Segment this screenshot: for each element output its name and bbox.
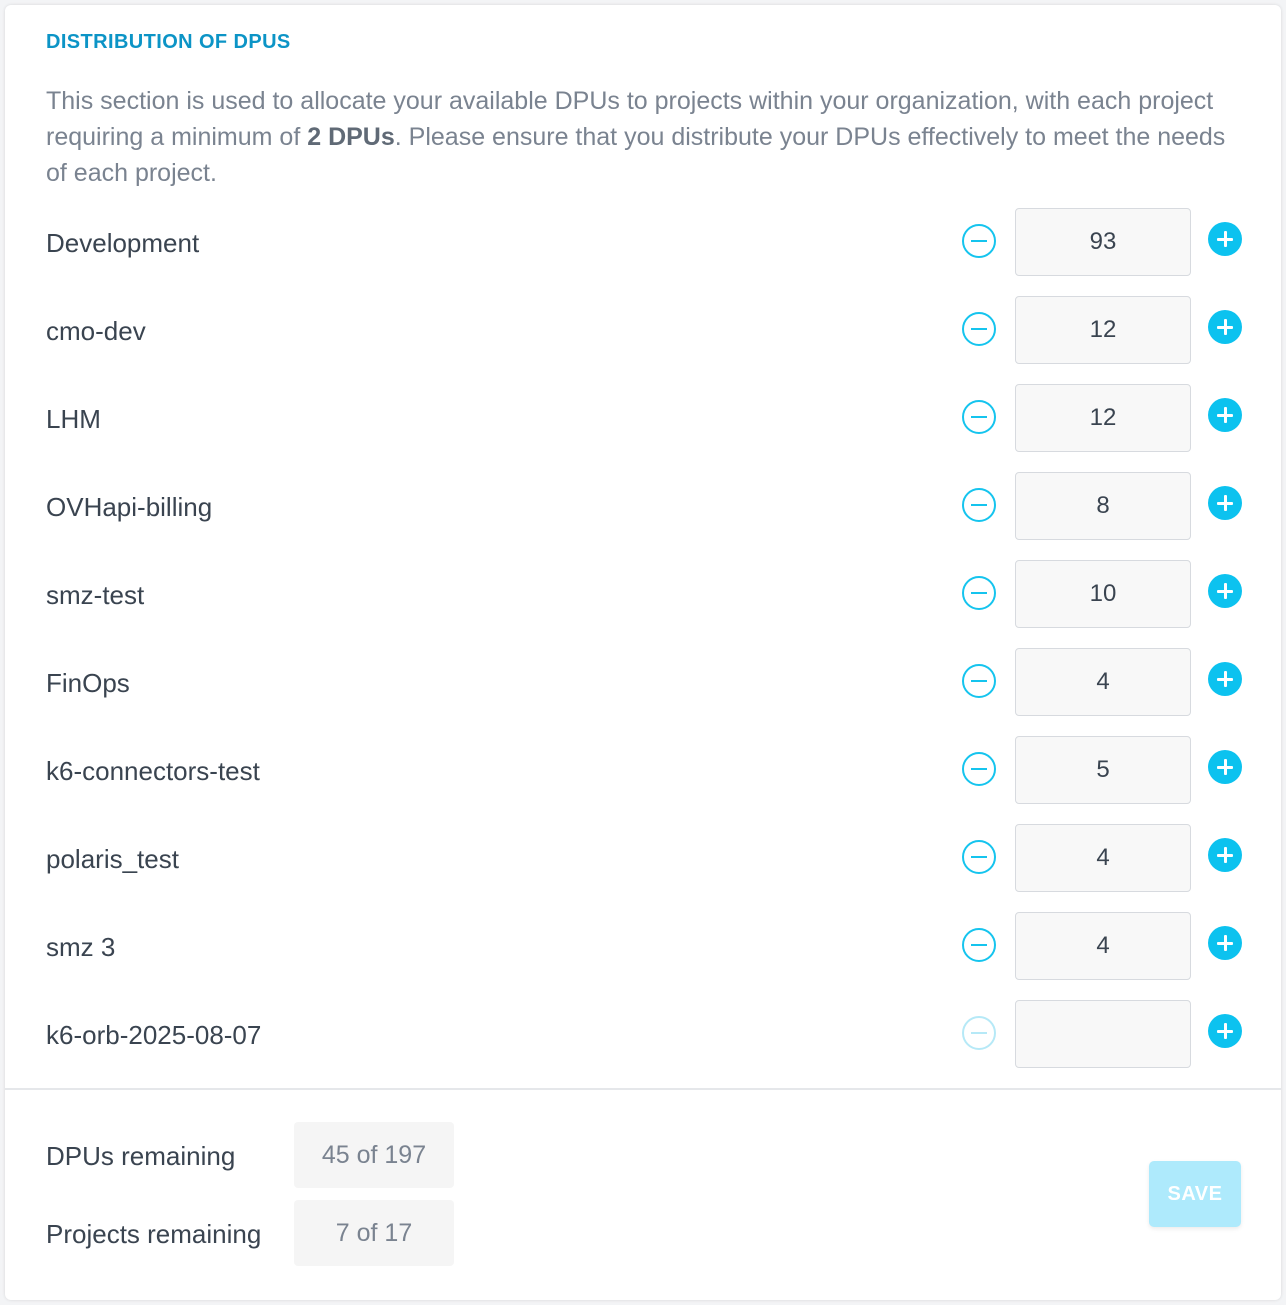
project-row	[5, 909, 1281, 997]
project-row	[5, 469, 1281, 557]
minus-circle-icon	[971, 856, 987, 858]
plus-vertical-stroke	[1224, 847, 1227, 863]
dpu-quantity-input[interactable]	[1015, 1000, 1191, 1068]
save-button[interactable]: SAVE	[1149, 1161, 1241, 1227]
minus-circle-icon	[971, 416, 987, 418]
decrement-button[interactable]	[962, 840, 996, 874]
minus-circle-icon	[971, 328, 987, 330]
plus-circle-icon	[1217, 407, 1233, 423]
dpu-quantity-input[interactable]	[1015, 296, 1191, 364]
minus-circle-icon	[971, 592, 987, 594]
decrement-button[interactable]	[962, 488, 996, 522]
dpus-remaining-value: 45 of 197	[294, 1122, 454, 1188]
divider	[5, 1088, 1281, 1090]
decrement-button[interactable]	[962, 664, 996, 698]
decrement-button[interactable]	[962, 928, 996, 962]
dpu-quantity-input[interactable]	[1015, 384, 1191, 452]
plus-circle-icon	[1217, 759, 1233, 775]
plus-circle-icon	[1217, 583, 1233, 599]
section-title: DISTRIBUTION OF DPUS	[46, 31, 291, 53]
plus-circle-icon	[1217, 495, 1233, 511]
plus-vertical-stroke	[1224, 407, 1227, 423]
plus-circle-icon	[1217, 319, 1233, 335]
project-name: OVHapi-billing	[46, 492, 213, 522]
increment-button[interactable]	[1208, 398, 1242, 432]
project-row	[5, 733, 1281, 821]
plus-vertical-stroke	[1224, 231, 1227, 247]
plus-vertical-stroke	[1224, 935, 1227, 951]
plus-vertical-stroke	[1224, 1023, 1227, 1039]
increment-button[interactable]	[1208, 838, 1242, 872]
project-list	[5, 205, 1281, 1085]
increment-button[interactable]	[1208, 310, 1242, 344]
plus-vertical-stroke	[1224, 583, 1227, 599]
dpu-quantity-input[interactable]	[1015, 912, 1191, 980]
dpu-quantity-input[interactable]	[1015, 648, 1191, 716]
plus-vertical-stroke	[1224, 319, 1227, 335]
project-name: FinOps	[46, 668, 130, 698]
description-text-pre: This section is used to allocate your available DPUs to projects within your organization, with each project requiring a minimum of	[46, 87, 1214, 151]
description-minimum: 2 DPUs	[307, 123, 395, 151]
dpus-remaining-label: DPUs remaining	[46, 1141, 236, 1171]
project-row	[5, 997, 1281, 1085]
minus-circle-icon	[971, 504, 987, 506]
project-row	[5, 557, 1281, 645]
dpu-quantity-input[interactable]	[1015, 560, 1191, 628]
project-row	[5, 821, 1281, 909]
dpu-distribution-card	[5, 5, 1281, 1300]
minus-circle-icon	[971, 768, 987, 770]
project-name: k6-orb-2025-08-07	[46, 1020, 262, 1050]
plus-vertical-stroke	[1224, 671, 1227, 687]
decrement-button[interactable]	[962, 400, 996, 434]
minus-circle-icon	[971, 680, 987, 682]
project-row	[5, 645, 1281, 733]
project-name: smz 3	[46, 932, 116, 962]
dpu-quantity-input[interactable]	[1015, 824, 1191, 892]
increment-button[interactable]	[1208, 662, 1242, 696]
dpu-quantity-input[interactable]	[1015, 208, 1191, 276]
increment-button[interactable]	[1208, 750, 1242, 784]
increment-button[interactable]	[1208, 222, 1242, 256]
increment-button[interactable]	[1208, 574, 1242, 608]
minus-circle-icon	[971, 944, 987, 946]
decrement-button[interactable]	[962, 752, 996, 786]
minus-circle-icon	[971, 240, 987, 242]
plus-vertical-stroke	[1224, 495, 1227, 511]
project-row	[5, 205, 1281, 293]
plus-circle-icon	[1217, 671, 1233, 687]
project-name: k6-connectors-test	[46, 756, 260, 786]
decrement-button[interactable]	[962, 576, 996, 610]
plus-circle-icon	[1217, 1023, 1233, 1039]
dpu-quantity-input[interactable]	[1015, 736, 1191, 804]
decrement-button[interactable]	[962, 1016, 996, 1050]
project-name: smz-test	[46, 580, 145, 610]
projects-remaining-label: Projects remaining	[46, 1219, 262, 1249]
project-row	[5, 293, 1281, 381]
plus-circle-icon	[1217, 847, 1233, 863]
dpu-quantity-input[interactable]	[1015, 472, 1191, 540]
decrement-button[interactable]	[962, 312, 996, 346]
project-name: polaris_test	[46, 844, 179, 874]
description-text-post: . Please ensure that you distribute your DPUs effectively to meet the needs of each project.	[46, 123, 1226, 187]
projects-remaining-value: 7 of 17	[294, 1200, 454, 1266]
decrement-button[interactable]	[962, 224, 996, 258]
minus-circle-icon	[971, 1032, 987, 1034]
plus-circle-icon	[1217, 231, 1233, 247]
project-name: LHM	[46, 404, 101, 434]
plus-vertical-stroke	[1224, 759, 1227, 775]
plus-circle-icon	[1217, 935, 1233, 951]
section-description	[46, 83, 1226, 191]
project-row	[5, 381, 1281, 469]
increment-button[interactable]	[1208, 926, 1242, 960]
increment-button[interactable]	[1208, 486, 1242, 520]
increment-button[interactable]	[1208, 1014, 1242, 1048]
project-name: cmo-dev	[46, 316, 146, 346]
project-name: Development	[46, 228, 200, 258]
